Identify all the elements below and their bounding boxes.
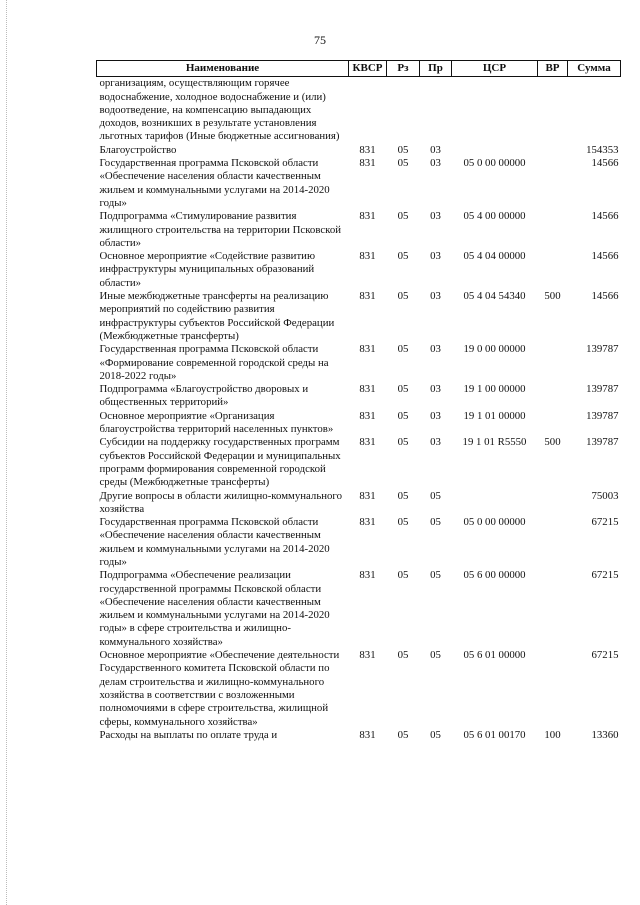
row-vr: 500 <box>544 290 561 303</box>
row-rz: 05 <box>397 649 409 662</box>
row-sum: 14566 <box>591 210 619 223</box>
row-rz: 05 <box>397 383 409 396</box>
row-kvsr: 831 <box>359 436 376 449</box>
row-csr: 19 1 01 R5550 <box>462 436 527 449</box>
row-name: Основное мероприятие «Содействие развитию инфраструктуры муниципальных образований области» <box>99 250 316 289</box>
row-name: Основное мероприятие «Организация благоустройства территорий населенных пунктов» <box>99 409 334 436</box>
header-pr: Пр <box>420 61 452 77</box>
row-sum: 67215 <box>591 569 619 582</box>
table-row <box>97 250 621 290</box>
row-pr: 05 <box>430 489 441 502</box>
row-csr: 05 4 04 00000 <box>463 250 526 263</box>
row-kvsr: 831 <box>359 143 376 156</box>
row-vr <box>538 383 568 410</box>
row-pr: 05 <box>430 649 441 662</box>
header-sum: Сумма <box>568 61 621 77</box>
scan-edge <box>6 0 7 905</box>
row-sum: 67215 <box>591 649 619 662</box>
row-sum: 139787 <box>586 343 619 356</box>
row-kvsr: 831 <box>359 516 376 529</box>
header-csr: ЦСР <box>452 61 538 77</box>
row-rz <box>387 77 420 144</box>
table-row <box>97 649 621 729</box>
row-pr: 05 <box>430 728 441 741</box>
row-csr: 05 6 01 00000 <box>463 649 526 662</box>
row-kvsr <box>349 77 387 144</box>
row-vr <box>538 649 568 729</box>
row-sum: 139787 <box>586 383 619 396</box>
row-csr <box>452 490 538 517</box>
budget-table <box>96 60 621 742</box>
table-row <box>97 436 621 489</box>
row-pr: 03 <box>430 436 441 449</box>
row-pr: 03 <box>430 250 441 263</box>
row-sum: 14566 <box>591 250 619 263</box>
row-pr: 03 <box>430 290 441 303</box>
table-header <box>97 61 621 77</box>
row-vr <box>538 250 568 290</box>
header-rz: Рз <box>387 61 420 77</box>
row-kvsr: 831 <box>359 569 376 582</box>
row-name: организациям, осуществляющим горячее водоснабжение, холодное водоснабжение и (или) водоотведение, на компенсацию выпадающих доходов, возникших в результате установления льготных тарифов (Иные бюджетные ассигнования) <box>99 77 340 143</box>
row-vr <box>538 343 568 383</box>
row-kvsr: 831 <box>359 649 376 662</box>
header-name: Наименование <box>97 61 349 77</box>
row-sum: 13360 <box>591 728 619 741</box>
row-vr <box>538 569 568 649</box>
row-rz: 05 <box>397 569 409 582</box>
table-row <box>97 77 621 144</box>
row-vr <box>538 490 568 517</box>
row-name: Государственная программа Псковской области «Формирование современной городской среды на 2018-2022 годы» <box>99 343 329 382</box>
row-pr: 05 <box>430 569 441 582</box>
row-pr <box>420 77 452 144</box>
row-kvsr: 831 <box>359 343 376 356</box>
row-pr: 03 <box>430 157 441 170</box>
row-vr: 100 <box>544 728 561 741</box>
row-name: Основное мероприятие «Обеспечение деятельности Государственного комитета Псковской области по делам строительства и жилищно-коммунального хозяйства в соответствии с возложенными полномочиями в сфере строительства, жилищной сферы, коммунального хозяйства» <box>99 649 340 728</box>
row-sum: 139787 <box>586 436 619 449</box>
row-vr <box>538 144 568 157</box>
row-name: Подпрограмма «Обеспечение реализации государственной программы Псковской области «Обеспечение населения области качественным жильем и коммунальными услугами на 2014-2020 годы» в сфере строительства и жилищно-коммунального хозяйства» <box>99 569 330 648</box>
table-row <box>97 490 621 517</box>
row-rz: 05 <box>397 516 409 529</box>
row-sum: 14566 <box>591 290 619 303</box>
row-vr <box>538 77 568 144</box>
row-rz: 05 <box>397 210 409 223</box>
row-kvsr: 831 <box>359 250 376 263</box>
row-rz: 05 <box>397 157 409 170</box>
row-rz: 05 <box>397 343 409 356</box>
table-row <box>97 569 621 649</box>
row-name: Подпрограмма «Благоустройство дворовых и общественных территорий» <box>99 383 309 409</box>
row-name: Государственная программа Псковской области «Обеспечение населения области качественным жильем и коммунальными услугами на 2014-2020 годы» <box>99 516 330 568</box>
row-vr <box>538 516 568 569</box>
row-pr: 03 <box>430 210 441 223</box>
row-kvsr: 831 <box>359 383 376 396</box>
row-csr: 05 6 00 00000 <box>463 569 526 582</box>
row-vr <box>538 210 568 250</box>
row-kvsr: 831 <box>359 290 376 303</box>
row-csr: 05 4 04 54340 <box>463 290 526 303</box>
row-csr <box>452 144 538 157</box>
table-row <box>97 383 621 410</box>
row-pr: 03 <box>430 343 441 356</box>
row-name: Иные межбюджетные трансферты на реализацию мероприятий по содействию развития инфраструктуры субъектов Российской Федерации (Межбюджетные трансферты) <box>99 290 335 342</box>
row-pr: 03 <box>430 409 441 422</box>
header-vr: ВР <box>538 61 568 77</box>
table-row <box>97 729 621 742</box>
row-rz: 05 <box>397 143 409 156</box>
row-name: Субсидии на поддержку государственных программ субъектов Российской Федерации и муниципальных программ формирования современной городской среды (Межбюджетные трансферты) <box>99 436 341 489</box>
table-row <box>97 210 621 250</box>
table-row <box>97 144 621 157</box>
row-csr: 19 1 01 00000 <box>463 409 526 422</box>
row-rz: 05 <box>397 436 409 449</box>
table-row <box>97 290 621 343</box>
row-csr: 19 0 00 00000 <box>463 343 526 356</box>
row-sum: 154353 <box>586 143 619 156</box>
row-name: Благоустройство <box>99 143 177 156</box>
row-name: Государственная программа Псковской области «Обеспечение населения области качественным жильем и коммунальными услугами на 2014-2020 годы» <box>99 157 330 209</box>
row-csr <box>452 77 538 144</box>
row-rz: 05 <box>397 409 409 422</box>
row-kvsr: 831 <box>359 409 376 422</box>
row-rz: 05 <box>397 250 409 263</box>
row-kvsr: 831 <box>359 210 376 223</box>
row-name: Другие вопросы в области жилищно-коммунального хозяйства <box>99 489 342 515</box>
row-rz: 05 <box>397 728 409 741</box>
table-body <box>97 77 621 742</box>
row-name: Расходы на выплаты по оплате труда и <box>99 728 278 741</box>
row-vr: 500 <box>544 436 561 449</box>
row-name: Подпрограмма «Стимулирование развития жилищного строительства на территории Псковской области» <box>99 210 342 249</box>
row-pr: 03 <box>430 383 441 396</box>
table-row <box>97 410 621 437</box>
row-kvsr: 831 <box>359 489 376 502</box>
row-pr: 05 <box>430 516 441 529</box>
row-sum: 75003 <box>591 489 619 502</box>
header-kvsr: КВСР <box>349 61 387 77</box>
row-vr <box>538 157 568 210</box>
row-sum: 14566 <box>591 157 619 170</box>
row-kvsr: 831 <box>359 728 376 741</box>
table-row <box>97 516 621 569</box>
row-sum: 67215 <box>591 516 619 529</box>
row-rz: 05 <box>397 489 409 502</box>
row-vr <box>538 410 568 437</box>
row-pr: 03 <box>430 143 441 156</box>
row-sum <box>568 77 621 144</box>
row-csr: 05 6 01 00170 <box>463 728 526 741</box>
table-row <box>97 343 621 383</box>
row-sum: 139787 <box>586 409 619 422</box>
row-csr: 19 1 00 00000 <box>463 383 526 396</box>
table-row <box>97 157 621 210</box>
page-number: 75 <box>314 33 326 47</box>
row-csr: 05 0 00 00000 <box>463 516 526 529</box>
row-csr: 05 4 00 00000 <box>463 210 526 223</box>
row-csr: 05 0 00 00000 <box>463 157 526 170</box>
row-kvsr: 831 <box>359 157 376 170</box>
row-rz: 05 <box>397 290 409 303</box>
